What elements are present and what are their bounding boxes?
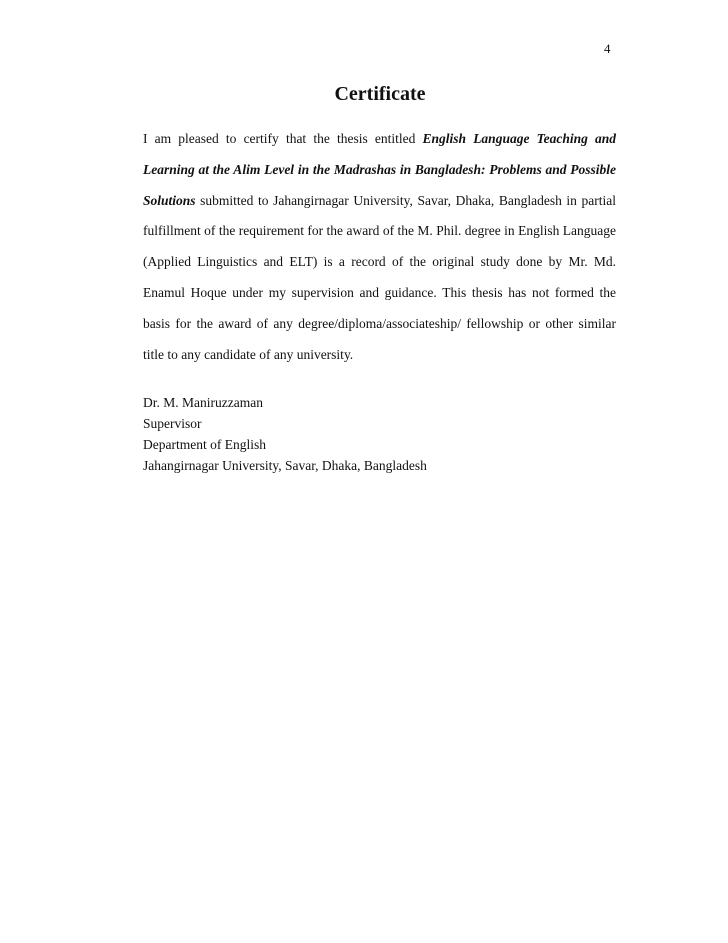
signatory-institution: Jahangirnagar University, Savar, Dhaka, Bangladesh — [143, 458, 427, 473]
signatory-department: Department of English — [143, 437, 266, 452]
page-number: 4 — [604, 41, 611, 56]
signatory-role: Supervisor — [143, 416, 202, 431]
paragraph-body: submitted to Jahangirnagar University, Savar, Dhaka, Bangladesh in partial fulfillment of the requirement for the award of the M. Phil. degree in English Language (Applied Linguistics and ELT) is a record of the original study done by Mr. Md. Enamul Hoque under my supervision and guidance. This thesis has not formed the basis for the award of any degree/diploma/associateship/ fellowship or other similar title to any candidate of any university. — [143, 192, 616, 362]
thesis-title: English Language Teaching and Learning at the Alim Level in the Madrashas in Bangladesh: Problems and Possible Solutions — [143, 131, 617, 208]
certificate-paragraph — [143, 124, 616, 370]
signature-block — [143, 392, 623, 476]
page-title: Certificate — [334, 83, 426, 105]
signatory-name: Dr. M. Maniruzzaman — [143, 395, 263, 410]
paragraph-intro: I am pleased to certify that the thesis entitled — [143, 131, 423, 146]
